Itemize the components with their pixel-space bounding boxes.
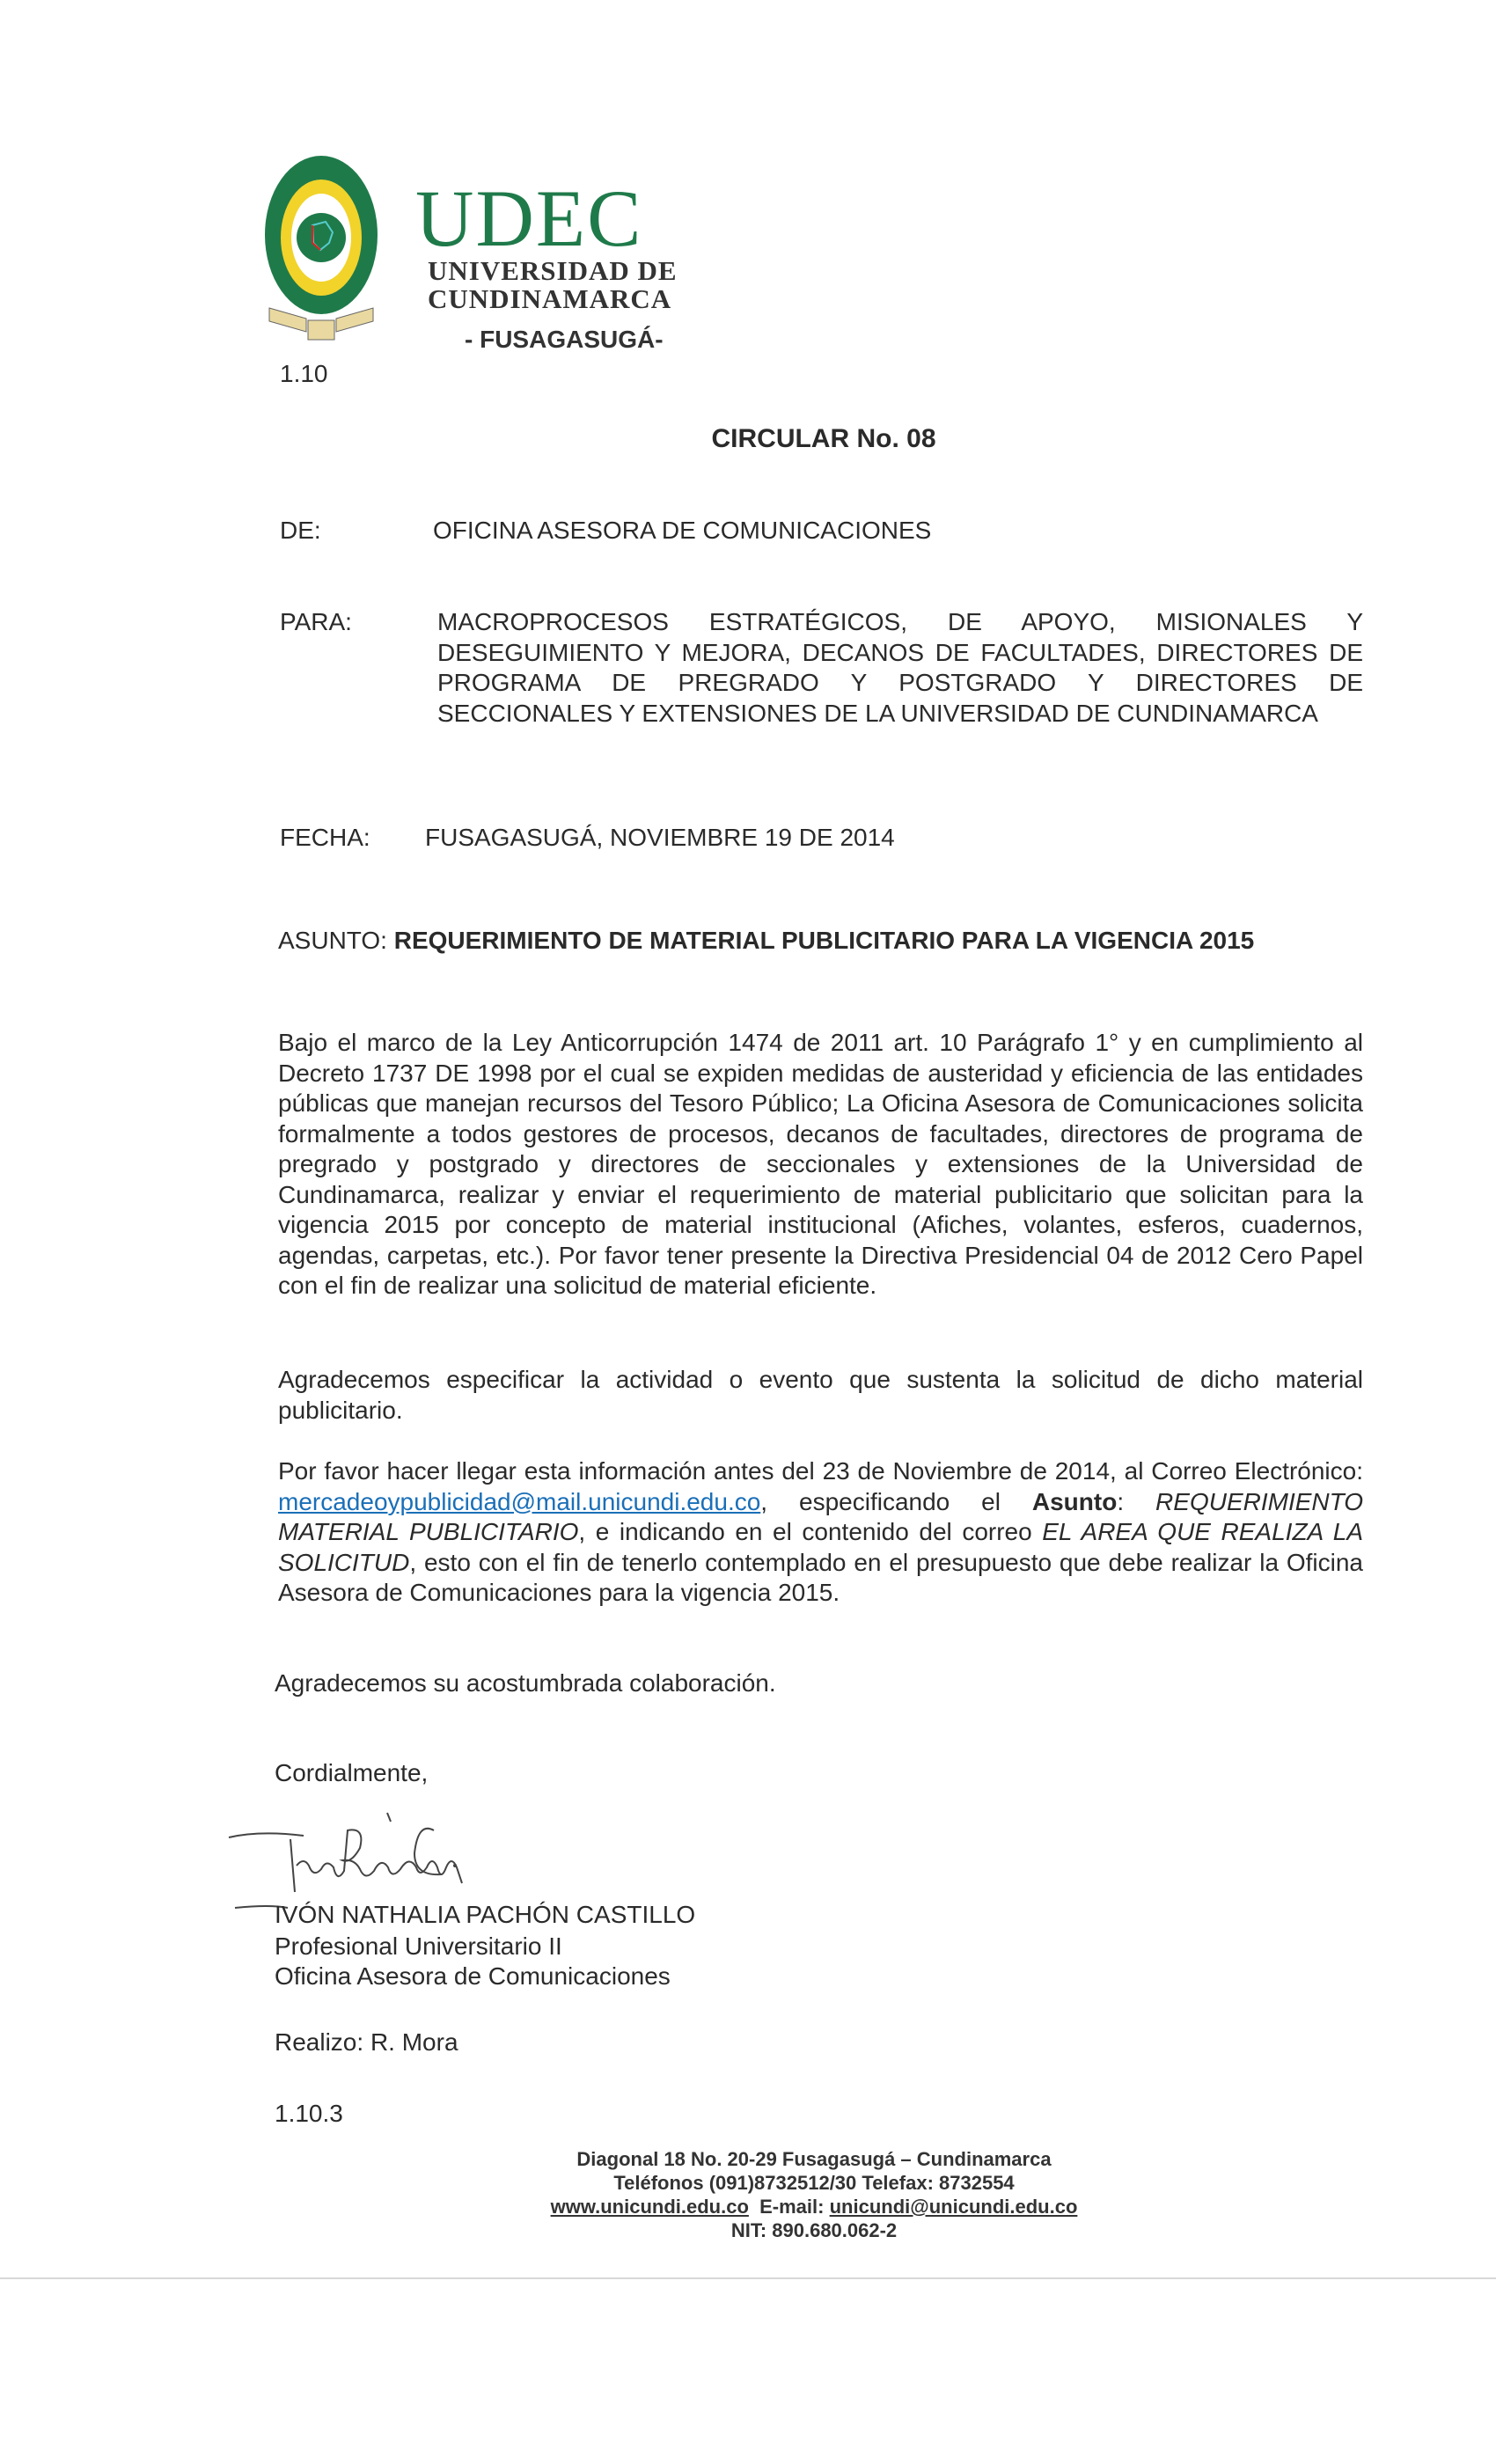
logo-line1: UNIVERSIDAD DE: [428, 255, 678, 286]
p3-text-a: Por favor hacer llegar esta información antes del 23 de Noviembre de 2014, al Correo Electrónico:: [278, 1457, 1363, 1485]
circular-title: CIRCULAR No. 08: [711, 424, 936, 453]
made-by: Realizo: R. Mora: [275, 2028, 458, 2056]
p3-italic-2: EL AREA QUE REALIZA LA SOLICITUD: [278, 1518, 1363, 1576]
logo-brand: UDEC: [415, 173, 643, 263]
footer-address: Diagonal 18 No. 20-29 Fusagasugá – Cundinamarca: [576, 2148, 1052, 2170]
logo-line2: CUNDINAMARCA: [428, 283, 672, 314]
de-label: DE:: [280, 517, 321, 544]
paragraph-4: Agradecemos su acostumbrada colaboración.: [275, 1669, 776, 1697]
signer-role: Profesional Universitario II: [275, 1932, 562, 1960]
closing: Cordialmente,: [275, 1759, 429, 1786]
footer-nit: NIT: 890.680.062-2: [730, 2219, 898, 2241]
asunto-value: REQUERIMIENTO DE MATERIAL PUBLICITARIO PARA LA VIGENCIA 2015: [393, 927, 1255, 954]
para-value: MACROPROCESOS ESTRATÉGICOS, DE APOYO, MISIONALES Y DESEGUIMIENTO Y MEJORA, DECANOS DE FACULTADES, DIRECTORES DE PROGRAMA DE PREGRADO Y POSTGRADO Y DIRECTORES DE SECCIONALES Y EXTENSIONES DE LA UNIVERSIDAD DE CUNDINAMARCA: [437, 608, 1363, 727]
p3-text-b: , especificando el: [760, 1487, 1032, 1515]
asunto-label: ASUNTO:: [278, 927, 387, 954]
para-label: PARA:: [280, 608, 352, 635]
fecha-value: FUSAGASUGÁ, NOVIEMBRE 19 DE 2014: [425, 824, 895, 851]
fecha-label: FECHA:: [280, 824, 370, 851]
paragraph-1: Bajo el marco de la Ley Anticorrupción 1474 de 2011 art. 10 Parágrafo 1° y en cumplimiento al Decreto 1737 DE 1998 por el cual se expiden medidas de austeridad y eficiencia de las entidades públicas que manejan recursos del Tesoro Público; La Oficina Asesora de Comunicaciones solicita formalmente a todos gestores de procesos, decanos de facultades, directores de programa de pregrado y postgrado y directores de seccionales y extensiones de la Universidad de Cundinamarca, realizar y enviar el requerimiento de material publicitario que solicitan para la vigencia 2015 por concepto de material institucional (Afiches, volantes, esferos, cuadernos, agendas, carpetas, etc.). Por favor tener presente la Directiva Presidencial 04 de 2012 Cero Papel con el fin de realizar una solicitud de material eficiente.: [278, 1029, 1363, 1299]
paragraph-3: [278, 1456, 1363, 1609]
p3-italic-1: REQUERIMIENTO MATERIAL PUBLICITARIO: [278, 1487, 1363, 1545]
footer-email-label: E-mail:: [759, 2196, 825, 2218]
email-link[interactable]: mercadeoypublicidad@mail.unicundi.edu.co: [278, 1487, 761, 1515]
p3-text-d: , e indicando en el contenido del correo: [578, 1518, 1043, 1545]
university-seal: [262, 151, 380, 349]
signer-office: Oficina Asesora de Comunicaciones: [275, 1962, 671, 1990]
de-value: OFICINA ASESORA DE COMUNICACIONES: [433, 517, 932, 544]
p3-text-c: :: [1117, 1487, 1156, 1515]
page-edge-divider: [0, 2277, 1496, 2279]
footer-email-link[interactable]: unicundi@unicundi.edu.co: [829, 2196, 1078, 2218]
signer-name: IVÓN NATHALIA PACHÓN CASTILLO: [275, 1901, 696, 1928]
footer-contact: [493, 2195, 1135, 2218]
footer: [493, 2147, 1135, 2242]
footer-web-link[interactable]: www.unicundi.edu.co: [550, 2196, 749, 2218]
p3-text-e: , esto con el fin de tenerlo contemplado en el presupuesto que debe realizar la Oficina Asesora de Comunicaciones para la vigencia 2015.: [278, 1548, 1363, 1606]
asunto: [278, 926, 1363, 957]
paragraph-2: Agradecemos especificar la actividad o evento que sustenta la solicitud de dicho material publicitario.: [278, 1366, 1363, 1424]
footer-phones: Teléfonos (091)8732512/30 Telefax: 8732554: [613, 2172, 1015, 2194]
p3-asunto: Asunto: [1031, 1487, 1118, 1515]
document-code: 1.10.3: [275, 2100, 343, 2127]
header-code: 1.10: [280, 360, 328, 387]
logo-city: - FUSAGASUGÁ-: [465, 326, 664, 353]
